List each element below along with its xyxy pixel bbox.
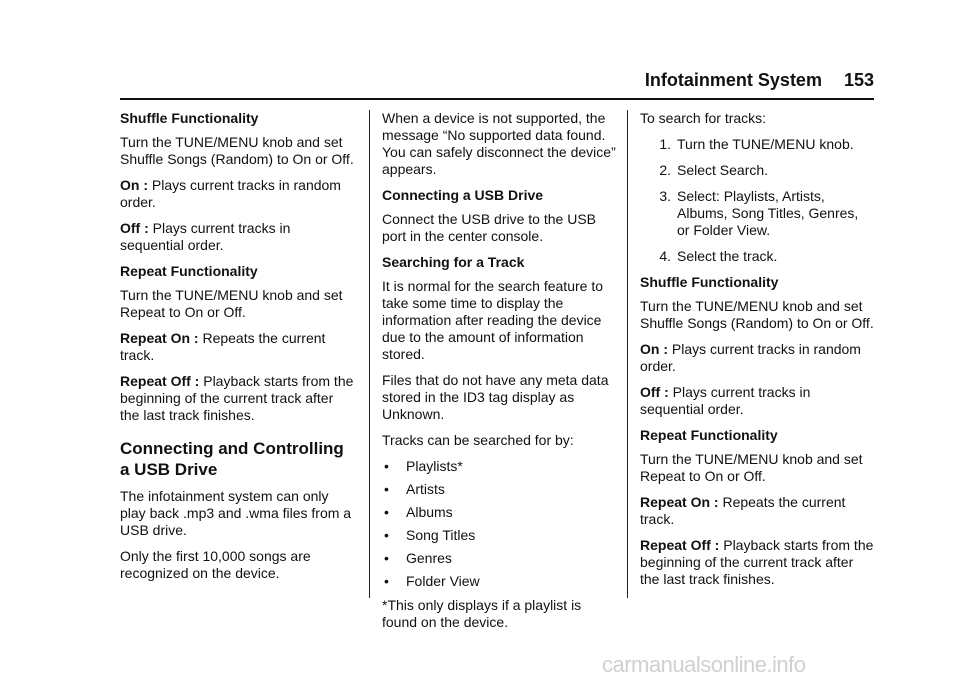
bullet-icon: • <box>384 550 389 566</box>
watermark: carmanualsonline.info <box>602 652 806 677</box>
section-paragraph: The infotainment system can only play back .mp3 and .wma files from a USB drive. <box>120 488 352 538</box>
list-item-label: Playlists* <box>406 458 463 474</box>
header-title: Infotainment System <box>644 70 822 90</box>
search-steps-list <box>640 136 874 265</box>
step-number: 2. <box>659 162 671 178</box>
step-item <box>640 188 874 239</box>
shuffle-off-item <box>640 384 874 418</box>
repeat-heading: Repeat Functionality <box>640 427 778 443</box>
term-label: Off : <box>120 220 149 236</box>
repeat-heading: Repeat Functionality <box>120 263 258 279</box>
step-text: Turn the TUNE/MENU knob. <box>677 136 854 152</box>
footnote: *This only displays if a playlist is found on the device. <box>382 597 582 630</box>
connecting-heading: Connecting a USB Drive <box>382 187 544 203</box>
column-1 <box>120 110 354 591</box>
list-item <box>382 504 620 520</box>
step-text: Select the track. <box>677 248 778 264</box>
column-divider <box>627 110 628 598</box>
shuffle-on-item <box>640 341 874 375</box>
searching-heading: Searching for a Track <box>382 254 525 270</box>
search-steps-intro: To search for tracks: <box>640 110 767 126</box>
term-description: Plays current tracks in random order. <box>640 341 861 374</box>
term-description: Playback starts from the beginning of the current track after the last track finishes. <box>640 537 874 587</box>
term-label: Repeat Off : <box>640 537 720 553</box>
term-label: On : <box>640 341 668 357</box>
list-item-label: Song Titles <box>406 527 476 543</box>
list-item <box>382 458 620 474</box>
term-label: On : <box>120 177 148 193</box>
repeat-off-item <box>120 373 354 424</box>
column-2 <box>382 110 620 640</box>
connecting-text: Connect the USB drive to the USB port in the center console. <box>382 211 596 244</box>
term-description: Repeats the current track. <box>120 330 326 363</box>
term-description: Plays current tracks in sequential order. <box>120 220 291 253</box>
term-label: Repeat On : <box>120 330 199 346</box>
list-item-label: Genres <box>406 550 452 566</box>
repeat-text: Turn the TUNE/MENU knob and set Repeat to On or Off. <box>640 451 863 484</box>
bullet-icon: • <box>384 527 389 543</box>
bullet-icon: • <box>384 458 389 474</box>
searching-paragraph: It is normal for the search feature to take some time to display the information after reading the device due to the amount of information stored. <box>382 278 603 362</box>
shuffle-text: Turn the TUNE/MENU knob and set Shuffle Songs (Random) to On or Off. <box>120 134 354 167</box>
list-item <box>382 527 620 543</box>
unsupported-device-text: When a device is not supported, the message “No supported data found. You can safely disconnect the device” appears. <box>382 110 616 177</box>
list-item-label: Albums <box>406 504 453 520</box>
repeat-on-item <box>120 330 354 364</box>
step-item <box>640 136 874 153</box>
search-criteria-list <box>382 458 620 589</box>
step-text: Select: Playlists, Artists, Albums, Song Titles, Genres, or Folder View. <box>677 188 859 238</box>
list-item <box>382 550 620 566</box>
term-description: Plays current tracks in random order. <box>120 177 341 210</box>
step-number: 4. <box>659 248 671 264</box>
list-item-label: Folder View <box>406 573 480 589</box>
term-label: Repeat Off : <box>120 373 200 389</box>
term-description: Playback starts from the beginning of the current track after the last track finishes. <box>120 373 354 423</box>
column-3 <box>640 110 874 597</box>
step-item <box>640 248 874 265</box>
list-item <box>382 573 620 589</box>
repeat-on-item <box>640 494 874 528</box>
page-header <box>620 70 874 96</box>
search-criteria-intro: Tracks can be searched for by: <box>382 432 574 448</box>
shuffle-on-item <box>120 177 354 211</box>
section-paragraph: Only the first 10,000 songs are recognized on the device. <box>120 548 311 581</box>
repeat-off-item <box>640 537 874 588</box>
term-label: Off : <box>640 384 669 400</box>
searching-paragraph: Files that do not have any meta data stored in the ID3 tag display as Unknown. <box>382 372 609 422</box>
step-number: 1. <box>659 136 671 152</box>
step-number: 3. <box>659 188 671 204</box>
column-divider <box>369 110 370 598</box>
step-text: Select Search. <box>677 162 769 178</box>
term-label: Repeat On : <box>640 494 719 510</box>
shuffle-heading: Shuffle Functionality <box>640 274 779 290</box>
shuffle-text: Turn the TUNE/MENU knob and set Shuffle Songs (Random) to On or Off. <box>640 298 874 331</box>
section-heading: Connecting and Controlling a USB Drive <box>120 439 344 479</box>
bullet-icon: • <box>384 573 389 589</box>
step-item <box>640 162 874 179</box>
list-item-label: Artists <box>406 481 445 497</box>
header-rule <box>120 98 874 100</box>
bullet-icon: • <box>384 504 389 520</box>
term-description: Plays current tracks in sequential order. <box>640 384 811 417</box>
list-item <box>382 481 620 497</box>
repeat-text: Turn the TUNE/MENU knob and set Repeat to On or Off. <box>120 287 343 320</box>
term-description: Repeats the current track. <box>640 494 846 527</box>
shuffle-off-item <box>120 220 354 254</box>
page-number: 153 <box>843 70 874 90</box>
shuffle-heading: Shuffle Functionality <box>120 110 259 126</box>
bullet-icon: • <box>384 481 389 497</box>
